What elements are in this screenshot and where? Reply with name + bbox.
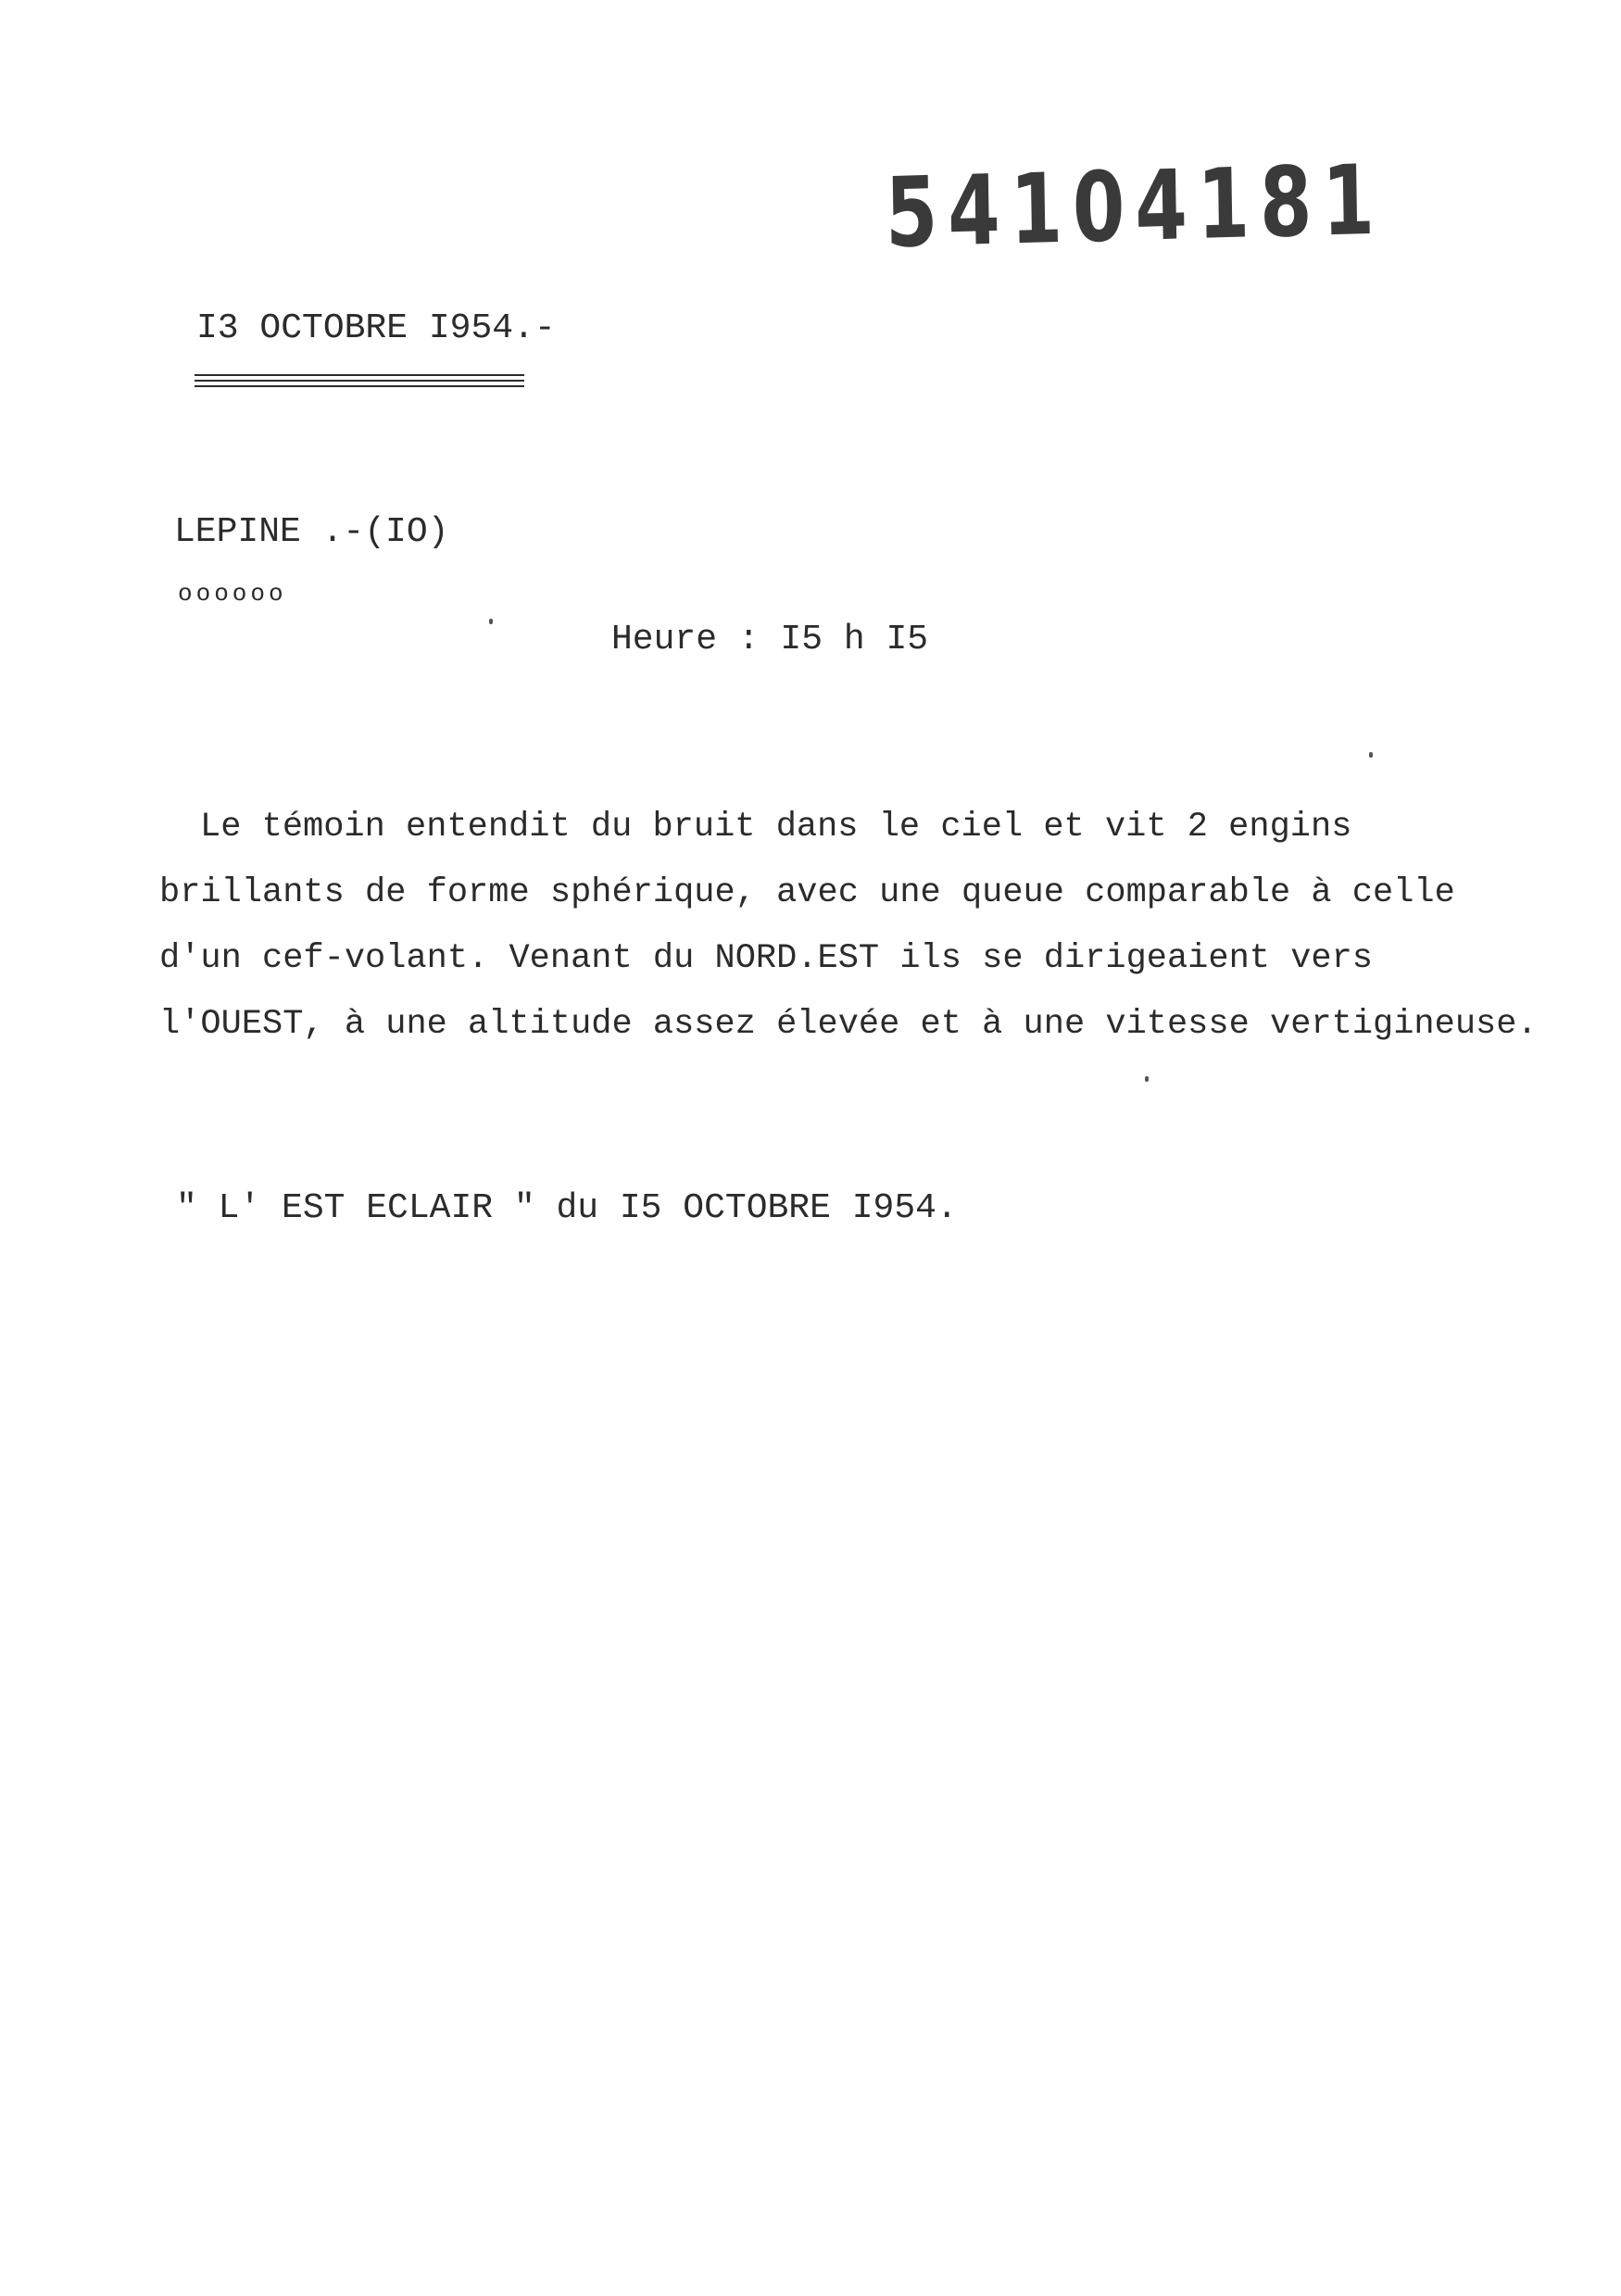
reference-number-stamp: 54104181 <box>884 143 1386 270</box>
paragraph-line: l'OUEST, à une altitude assez élevée et à une vitesse vertigineuse. <box>159 1005 1538 1044</box>
paragraph-line: Le témoin entendit du bruit dans le ciel et vit 2 engins <box>200 808 1352 847</box>
date-heading: I3 OCTOBRE I954.- <box>196 308 556 348</box>
location-heading: LEPINE .-(IO) <box>174 512 449 552</box>
paragraph-line: brillants de forme sphérique, avec une queue comparable à celle <box>159 873 1455 912</box>
report-paragraph <box>159 795 1538 1058</box>
paper-speck <box>1145 1076 1149 1082</box>
location-separator: oooooo <box>178 580 287 608</box>
paragraph-line: d'un cef-volant. Venant du NORD.EST ils se dirigeaient vers <box>159 939 1374 978</box>
time-line: Heure : I5 h I5 <box>611 620 929 659</box>
paper-speck <box>489 619 493 624</box>
source-citation: " L' EST ECLAIR " du I5 OCTOBRE I954. <box>176 1188 958 1228</box>
paper-speck <box>1369 752 1373 758</box>
heading-double-underline <box>195 374 524 387</box>
